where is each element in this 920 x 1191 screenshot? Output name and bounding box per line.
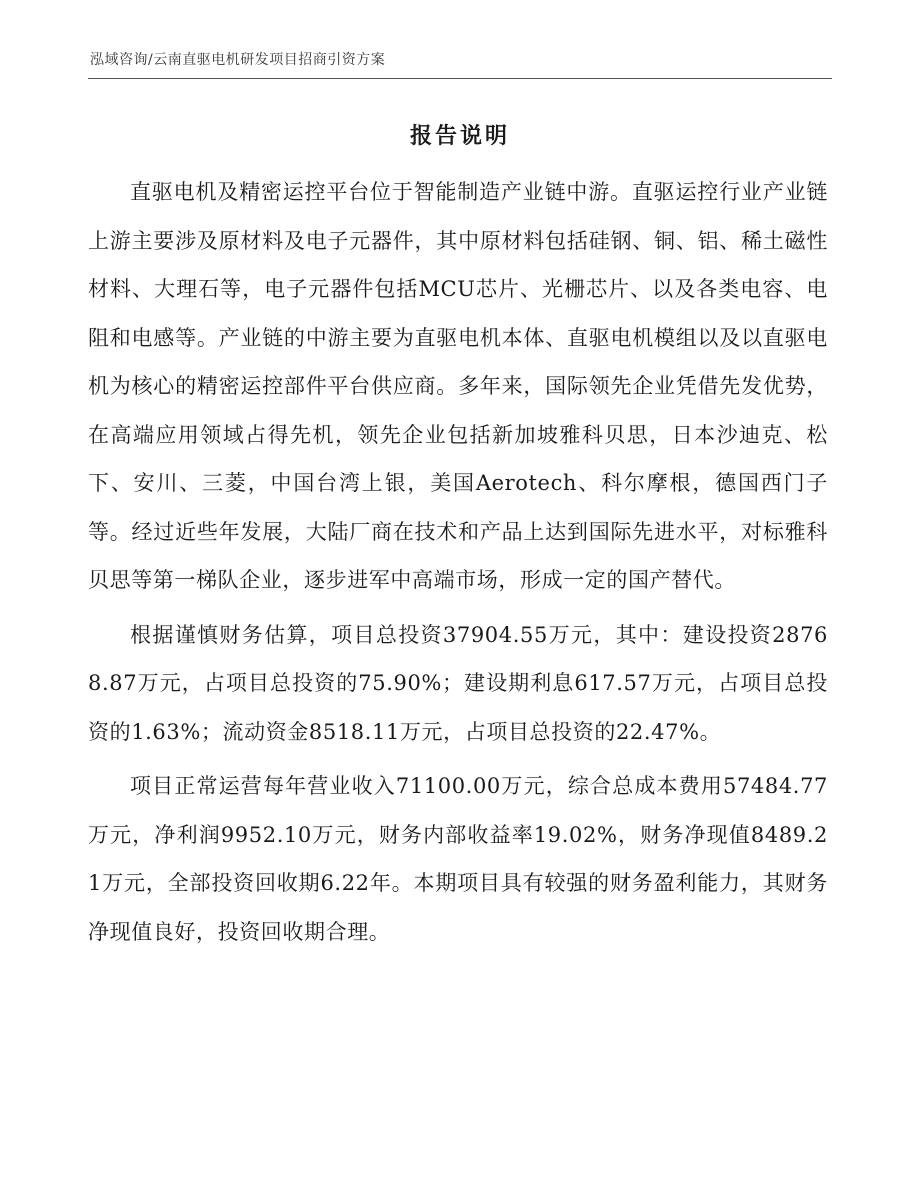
body-text bbox=[88, 168, 828, 962]
paragraph-industry-chain: 直驱电机及精密运控平台位于智能制造产业链中游。直驱运控行业产业链上游主要涉及原材料及电子元器件，其中原材料包括硅钢、铜、铝、稀土磁性材料、大理石等，电子元器件包括MCU芯片、光栅芯片、以及各类电容、电阻和电感等。产业链的中游主要为直驱电机本体、直驱电机模组以及以直驱电机为核心的精密运控部件平台供应商。多年来，国际领先企业凭借先发优势，在高端应用领域占得先机，领先企业包括新加坡雅科贝思，日本沙迪克、松下、安川、三菱，中国台湾上银，美国Aerotech、科尔摩根，德国西门子等。经过近些年发展，大陆厂商在技术和产品上达到国际先进水平，对标雅科贝思等第一梯队企业，逐步进军中高端市场，形成一定的国产替代。 bbox=[88, 180, 828, 592]
section-title: 报告说明 bbox=[409, 123, 510, 149]
running-header: 泓域咨询/云南直驱电机研发项目招商引资方案 bbox=[90, 52, 386, 68]
paragraph-financials: 项目正常运营每年营业收入71100.00万元，综合总成本费用57484.77万元，净利润9952.10万元，财务内部收益率19.02%，财务净现值8489.21万元，全部投资回收期6.22年。本期项目具有较强的财务盈利能力，其财务净现值良好，投资回收期合理。 bbox=[88, 774, 828, 944]
paragraph-investment: 根据谨慎财务估算，项目总投资37904.55万元，其中：建设投资28768.87万元，占项目总投资的75.90%；建设期利息617.57万元，占项目总投资的1.63%；流动资金8518.11万元，占项目总投资的22.47%。 bbox=[88, 622, 828, 744]
header-divider bbox=[88, 78, 832, 79]
